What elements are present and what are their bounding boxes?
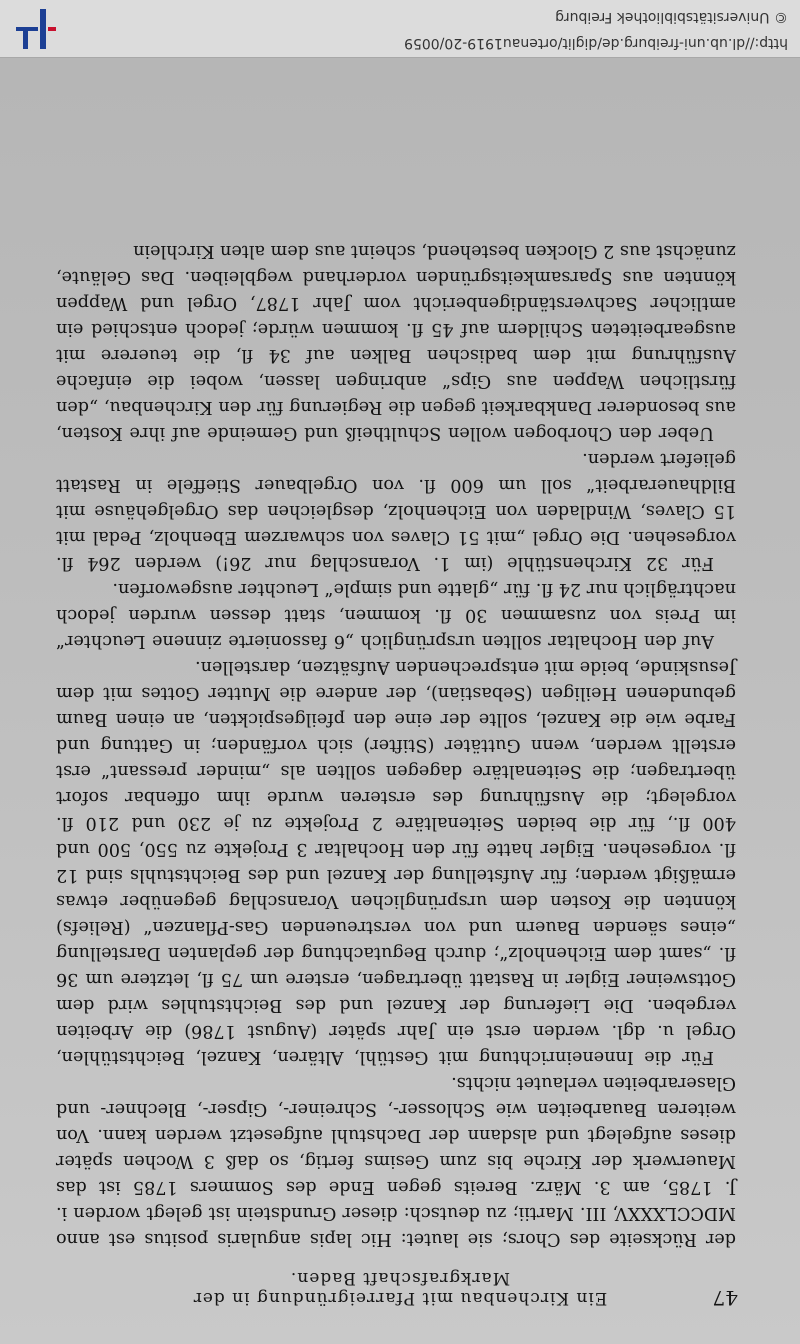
running-head: Ein Kirchenbau mit Pfarreigründung in der Markgrafschaft Baden. <box>192 1268 608 1308</box>
footer-bar <box>0 0 800 58</box>
logo-bar-right <box>23 31 28 49</box>
paragraph: Ueber den Chorbogen wollen Schultheiß und Gemeinde auf ihre Kosten, aus besonderer Dankbarkeit gegen die Regierung für den Kirchenbau, „den fürstlichen Wappen aus Gips“ anbringen lassen, wobei die einfache Ausführung mit dem badischen Balken auf 34 fl, die teuerere mit ausgearbeiteten Schildern auf 45 fl. kommen würde; jedoch entschied ein amtlicher Sachverständigenbericht vom Jahr 1787, Orgel und Wappen könnten aus Sparsamkeitsgründen vorderhand wegbleiben. Das Geläute, zunächst aus 2 Glocken bestehend, scheint aus dem alten Kirchlein <box>56 241 736 443</box>
logo-bar-top <box>16 27 38 31</box>
page-number: 47 <box>712 1286 738 1310</box>
paragraph: Für die Inneneinrichtung mit Gestühl, Altären, Kanzel, Beichtstühlen, Orgel u. dgl. werden erst ein Jahr später (August 1786) die Arbeiten vergeben. Die Lieferung der Kanzel und des Beichtstuhles wird dem Gottsweiner Eigler in Rastatt übertragen, erstere um 75 fl, letztere um 36 fl. „samt dem Eichenholz“; durch Begutachtung der geplanten Darstellung „eines säenden Bauern und von verstreuenden Gas-Pflanzen“ (Reliefs) könnten die Kosten dem ursprünglichen Voranschlag gegenüber etwas ermäßigt werden; für Aufstellung der Kanzel und des Beichtstuhls sind 12 fl. vorgesehen. Eigler hatte für den Hochaltar 3 Projekte zu 550, 500 und 400 fl., für die beiden Seitenaltäre 2 Projekte zu je 230 und 210 fl. vorgelegt; die Ausführung des ersteren wurde ihm offenbar sofort übertragen; die Seitenaltäre dagegen sollten als „minder pressant“ erst erstellt werden, wenn Guttäter (Stifter) sich vorfänden; in Gattung und Farbe wie die Kanzel, sollte der eine den pfeilgespickten, an einen Baum gebundenen Heiligen (Sebastian), der andere die Mutter Gottes mit dem Jesuskinde, beide mit entsprechenden Aufsätzen, darstellen. <box>56 657 736 1067</box>
paragraph: Für 32 Kirchenstühle (im 1. Voranschlag nur 26!) werden 264 fl. vorgesehen. Die Orgel „mit 51 Claves von schwarzem Ebenholz, Pedal mit 15 Claves, Windladen von Eichenholz, desgleichen das Orgelgehäuse mit Bildhauerarbeit“ soll um 600 fl. von Orgelbauer Stieffele in Rastatt geliefert werden. <box>56 449 736 573</box>
scanned-page <box>0 58 800 1344</box>
logo-bar-left <box>48 27 56 31</box>
ub-freiburg-logo-icon <box>14 7 58 51</box>
paragraph: der Rückseite des Chors; sie lautet: Hic lapis angularis positus est anno MDCCLXXXV, III. Martii; zu deutsch: dieser Grundstein ist gelegt worden i. J. 1785, am 3. März. Bereits gegen Ende des Sommers 1785 ist das Mauerwerk der Kirche bis zum Gesims fertig, so daß 3 Wochen später dieses aufgelegt und alsdann der Dachstuhl aufgesetzt werden kann. Von weiteren Bauarbeiten wie Schlosser-, Schreiner-, Gipser-, Blechner- und Glaserarbeiten verlautet nichts. <box>56 1073 736 1249</box>
footer-copyright: © Universitätsbibliothek Freiburg <box>555 9 788 25</box>
paragraph: Auf den Hochaltar sollten ursprünglich „6 fassonierte zinnene Leuchter“ im Preis von zusammen 30 fl. kommen, statt dessen wurden jedoch nachträglich nur 24 fl. für „glatte und simple“ Leuchter ausgeworfen. <box>56 579 736 651</box>
body-text <box>56 238 736 1252</box>
logo-bar-mid <box>40 9 46 49</box>
footer-url[interactable]: http://dl.ub.uni-freiburg.de/diglit/ortenau1919-20/0059 <box>404 35 788 51</box>
